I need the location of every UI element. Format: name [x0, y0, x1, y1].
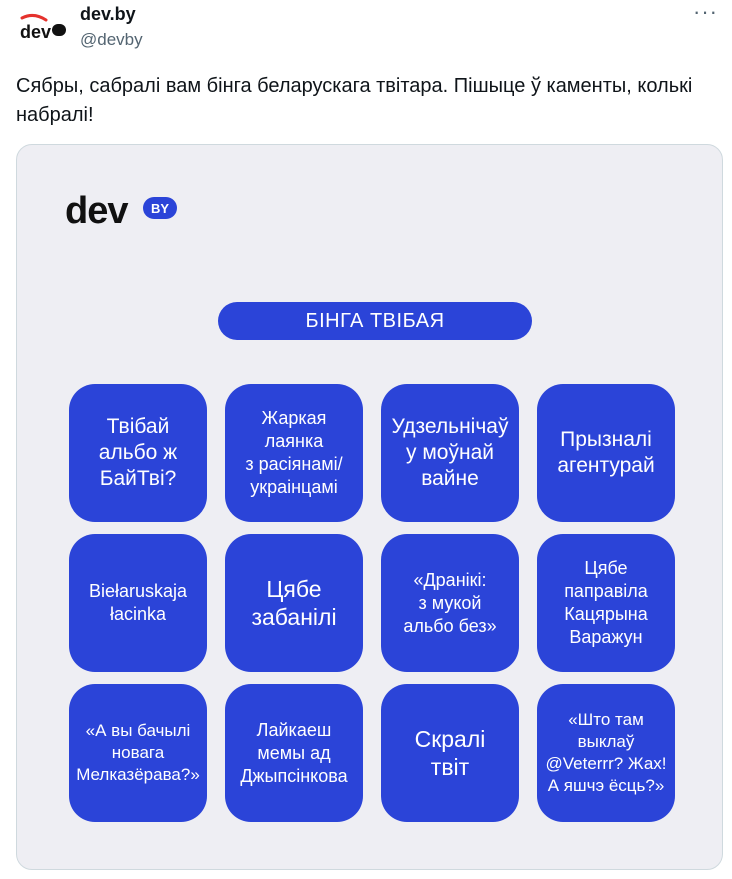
bingo-cell: Скралі твіт: [381, 684, 519, 822]
tweet-text: Сябры, сабралі вам бінга беларускага твітара. Пішыце ў каменты, колькі набралі!: [16, 75, 693, 126]
bingo-cell: Лайкаеш мемы ад Джыпсінкова: [225, 684, 363, 822]
bingo-cell: «Што там выклаў @Veterrr? Жах! А яшчэ ёсць?»: [537, 684, 675, 822]
bingo-cell: Цябе забанілі: [225, 534, 363, 672]
more-options-icon[interactable]: ···: [693, 0, 718, 24]
dev-by-logo-icon: [16, 12, 68, 44]
avatar[interactable]: [16, 8, 68, 48]
bingo-cell: Прызналі агентурай: [537, 384, 675, 522]
bingo-cell: «А вы бачылі новага Мелказёрава?»: [69, 684, 207, 822]
card-logo: [65, 191, 185, 236]
logo-word: dev: [65, 191, 128, 231]
logo-badge: BY: [150, 201, 170, 216]
author-handle[interactable]: @devby: [80, 30, 143, 49]
tweet-header: [0, 0, 732, 60]
bingo-cell: Твібай альбо ж БайТві?: [69, 384, 207, 522]
tweet-image[interactable]: [16, 144, 723, 870]
bingo-cell: Жаркая лаянка з расіянамі/ украінцамі: [225, 384, 363, 522]
bingo-cell: Удзельнічаў у моўнай вайне: [381, 384, 519, 522]
bingo-cell: Цябе паправіла Кацярына Варажун: [537, 534, 675, 672]
bingo-title: БІНГА ТВІБАЯ: [218, 302, 532, 340]
bingo-cell: «Дранікі: з мукой альбо без»: [381, 534, 519, 672]
svg-text:dev: dev: [20, 22, 52, 42]
author-name[interactable]: dev.by: [80, 4, 136, 24]
bingo-cell: Biełaruskaja łacinka: [69, 534, 207, 672]
